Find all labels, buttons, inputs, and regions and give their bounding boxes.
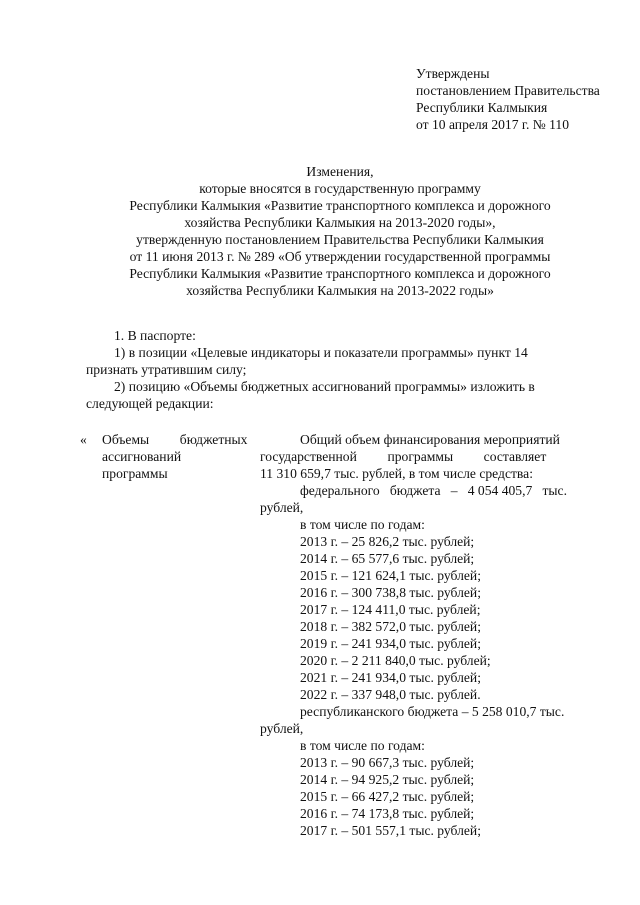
federal-year-item: 2019 г. – 241 934,0 тыс. рублей;: [300, 636, 481, 651]
republic-budget-line: республиканского бюджета – 5 258 010,7 тыс.: [300, 704, 565, 719]
federal-year-item: 2014 г. – 65 577,6 тыс. рублей;: [300, 551, 475, 566]
federal-year-item: 2016 г. – 300 738,8 тыс. рублей;: [300, 585, 481, 600]
paragraph-item-1-1-cont: признать утратившим силу;: [86, 362, 247, 377]
federal-year-item: 2021 г. – 241 934,0 тыс. рублей;: [300, 670, 481, 685]
opening-quote: «: [80, 432, 87, 447]
federal-year-item: 2018 г. – 382 572,0 тыс. рублей;: [300, 619, 481, 634]
approval-line: Республики Калмыкия: [416, 100, 548, 115]
total-funding-line: государственной программы составляет: [260, 449, 547, 464]
position-name-line: Объемы бюджетных: [102, 432, 248, 447]
paragraph-item-1: 1. В паспорте:: [114, 328, 196, 343]
total-funding-line: 11 310 659,7 тыс. рублей, в том числе средства:: [260, 466, 533, 481]
federal-year-item: 2017 г. – 124 411,0 тыс. рублей;: [300, 602, 481, 617]
title-line: Республики Калмыкия «Развитие транспортного комплекса и дорожного: [129, 266, 551, 281]
republic-year-item: 2014 г. – 94 925,2 тыс. рублей;: [300, 772, 475, 787]
republic-year-item: 2017 г. – 501 557,1 тыс. рублей;: [300, 823, 481, 838]
paragraph-item-1-1: 1) в позиции «Целевые индикаторы и показатели программы» пункт 14: [114, 345, 528, 360]
title-line: хозяйства Республики Калмыкия на 2013-2022 годы»: [186, 283, 494, 298]
federal-year-item: 2013 г. – 25 826,2 тыс. рублей;: [300, 534, 475, 549]
republic-by-years-label: в том числе по годам:: [300, 738, 425, 753]
republic-budget-line: рублей,: [260, 721, 304, 736]
republic-year-item: 2015 г. – 66 427,2 тыс. рублей;: [300, 789, 475, 804]
document-body: [86, 327, 590, 412]
federal-year-item: 2015 г. – 121 624,1 тыс. рублей;: [300, 568, 481, 583]
title-line: утвержденную постановлением Правительства Республики Калмыкия: [136, 232, 544, 247]
title-line: Республики Калмыкия «Развитие транспортного комплекса и дорожного: [129, 198, 551, 213]
federal-year-item: 2022 г. – 337 948,0 тыс. рублей.: [300, 687, 481, 702]
position-name-line: ассигнований: [102, 449, 182, 464]
title-line: Изменения,: [306, 164, 374, 179]
republic-year-item: 2016 г. – 74 173,8 тыс. рублей;: [300, 806, 475, 821]
approval-line: Утверждены: [416, 66, 490, 81]
approval-line: от 10 апреля 2017 г. № 110: [416, 117, 570, 132]
paragraph-item-1-2-cont: следующей редакции:: [86, 396, 214, 411]
republic-year-item: 2013 г. – 90 667,3 тыс. рублей;: [300, 755, 475, 770]
federal-budget-line: рублей,: [260, 500, 304, 515]
position-name-line: программы: [102, 466, 168, 481]
approval-stamp: [416, 65, 626, 133]
federal-year-item: 2020 г. – 2 211 840,0 тыс. рублей;: [300, 653, 491, 668]
federal-by-years-label: в том числе по годам:: [300, 517, 425, 532]
position-content-cell: [260, 431, 588, 839]
title-line: хозяйства Республики Калмыкия на 2013-2020 годы»,: [184, 215, 496, 230]
total-funding-line: Общий объем финансирования мероприятий: [300, 432, 560, 447]
title-line: от 11 июня 2013 г. № 289 «Об утверждении государственной программы: [129, 249, 551, 264]
title-line: которые вносятся в государственную программу: [199, 181, 481, 196]
federal-budget-line: федерального бюджета – 4 054 405,7 тыс.: [300, 483, 567, 498]
paragraph-item-1-2: 2) позицию «Объемы бюджетных ассигнований программы» изложить в: [114, 379, 535, 394]
approval-line: постановлением Правительства: [416, 83, 600, 98]
document-title: [80, 163, 600, 299]
